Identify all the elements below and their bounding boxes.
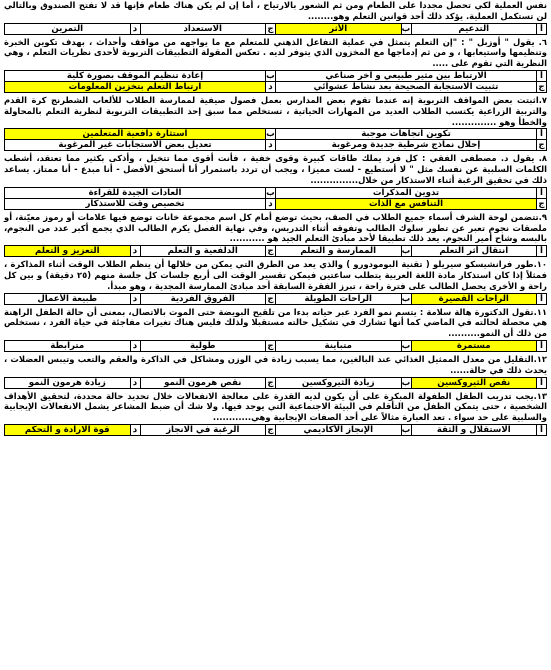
answer-options-row — [4, 377, 547, 389]
option-letter: أ — [537, 377, 547, 388]
answer-options-row — [4, 293, 547, 305]
option-correct[interactable]: نقص الثيروكسين — [411, 377, 537, 388]
option-letter: ج — [538, 140, 545, 151]
option-letter: د — [130, 246, 140, 257]
option-text[interactable]: تثبيت الاستجابة الصحيحة بعد نشاط عشوائي — [276, 81, 537, 92]
option-letter: د — [266, 198, 276, 209]
option-letter: د — [130, 293, 140, 304]
option-text[interactable]: الاستقلال و الثقة — [411, 424, 537, 435]
option-letter: ب — [401, 246, 411, 257]
question-text: ٦. يقول " أوزبل " : "إن التعلم يتمثل في عملية التفاعل الذهني للمتعلم مع ما يواجهه من مواقف وأحداث ، بهدف تكوين الخبرة وتنظيمها واستيعابها ، و من ثم إدماجها مع المخزون الذي يتوفر لديه . تعكس المقولة التطبيقات التربوية لأحدى نظريات التعلم ، وهي النظرية التي تقوم على ..... — [4, 36, 547, 69]
option-correct[interactable]: قوة الارادة و التحكم — [5, 424, 131, 435]
option-text[interactable]: تكوين اتجاهات موجبة — [276, 129, 537, 140]
option-correct[interactable]: التعزيز و التعلم — [5, 246, 131, 257]
option-text[interactable]: التدعيم — [411, 23, 537, 34]
intro-paragraph: نفس العملية لكي تحصل مجددا على الطعام ومن ثم الشعور بالارتياح ، أما إن لم يكن هناك طعام فإنها قد لا تفتح الصندوق وبالتالي لن تستكمل العملية. يؤكد ذلك أحد قوانين التعلم وهو........ — [4, 0, 547, 21]
option-text[interactable]: الراحات الطويلة — [276, 293, 402, 304]
option-letter: ج — [267, 424, 274, 435]
question-text: ٧.اثبتت بعض المواقف التربوية إنه عندما تقوم بعض المدارس بعمل فصول صيفية لممارسة الطلاب للألعاب الشطرنج كرة القدم والتربية الزراعية يكتسب الطلاب العديد من المهارات الحياتية ، تستخلص مما سبق إحد التطبيقات التربوية لنظرية التعلم بالمحاولة والخطأ وهو .............. — [4, 94, 547, 127]
option-text[interactable]: العادات الجيدة للقراءة — [5, 187, 266, 198]
option-text[interactable]: التمرين — [5, 23, 131, 34]
option-letter: ج — [267, 246, 274, 257]
option-letter: د — [130, 424, 140, 435]
option-text[interactable]: الدلفعية و التعلم — [140, 246, 266, 257]
option-letter: أ — [537, 23, 547, 34]
option-text[interactable]: الممارسة و التعلم — [276, 246, 402, 257]
question-text: ١٢.التقليل من معدل الممثيل الغذائي عند البالغين، مما يسبب زيادة في الوزن ومشاكل في الذاكرة والعقم والتعب وتيبس العضلات ، يحدث ذلك في حالة...... — [4, 353, 547, 375]
option-letter: ج — [538, 81, 545, 92]
question-text: ١١.تقول الدكتورة هالة سلامة : يتسم نمو الفرد عبر حياته بدءا من تلقيح البويضة حتى الموت بالاتصال، بمعنى أن حالة الطفل الراهنة هي محصلة لحالته في الماضي كما أنها تشارك في تشكيل حالته مستقبلا ولذلك فليس هناك تغيرات مفاجئة في حياة الفرد ، نستخلص من ذلك أن النمو.......... — [4, 306, 547, 339]
option-text[interactable]: تدوين المذكرات — [276, 187, 537, 198]
option-letter: ج — [538, 198, 545, 209]
option-text[interactable]: الفروق الفردية — [140, 293, 266, 304]
option-correct[interactable]: مستمرة — [411, 340, 537, 351]
answer-options-grid — [4, 128, 547, 151]
option-letter: ب — [401, 23, 411, 34]
option-text[interactable]: الاستعداد — [140, 23, 266, 34]
option-text[interactable]: طولية — [140, 340, 266, 351]
option-text[interactable]: طبيعة الأعمال — [5, 293, 131, 304]
option-letter: ب — [401, 340, 411, 351]
option-letter: أ — [537, 70, 547, 81]
option-text[interactable]: زيادة هرمون النمو — [5, 377, 131, 388]
option-text[interactable]: تعديل بعض الاستجابات غير المرغوبة — [5, 140, 266, 151]
answer-options-row — [4, 245, 547, 257]
option-text[interactable]: متباينة — [276, 340, 402, 351]
option-text[interactable]: انتقال أثر التعلم — [411, 246, 537, 257]
answer-options-grid — [4, 70, 547, 93]
option-text[interactable]: إعادة تنظيم الموقف بصورة كلية — [5, 70, 266, 81]
option-letter: أ — [537, 187, 547, 198]
option-letter: د — [130, 340, 140, 351]
option-letter: ب — [266, 187, 275, 198]
option-letter: ب — [266, 70, 275, 81]
answer-options-row — [4, 340, 547, 352]
option-correct[interactable]: استثارة دافعية المتعلمين — [5, 129, 266, 140]
option-text[interactable]: الرغبة في الانجاز — [140, 424, 266, 435]
option-letter: د — [130, 377, 140, 388]
option-letter: أ — [537, 424, 547, 435]
question-text: ١٣.يجب تدريب الطفل الطفولة المبكرة على أن يكون لديه القدرة على معالجة الانفعالات خلال تحديد حالة محددة، لتحقيق الأهداف الشخصية ، حتى يتمكن الطفل من التأقلم في البيئة الاجتماعية التي يوجد فيها. ولا شك أن ضبط المشاعر يشمل الانفعالات الإيجابية والسلبية على حد سواء . تعد العبارة مثالاً على أحد الصفات الإيجابية وهي............ — [4, 390, 547, 423]
answer-options-grid — [4, 187, 547, 210]
option-text[interactable]: الارتباط بين مثير طبيعي و آخر صناعي — [276, 70, 537, 81]
answer-options-row — [4, 23, 547, 35]
option-text[interactable]: مترابطة — [5, 340, 131, 351]
option-letter: ب — [266, 129, 275, 140]
option-text[interactable]: الإنجاز الأكاديمي — [276, 424, 402, 435]
option-letter: د — [130, 23, 140, 34]
option-text[interactable]: تخصيص وقت للاستذكار — [5, 198, 266, 209]
option-letter: ب — [401, 293, 411, 304]
option-correct[interactable]: الراحات القصيرة — [411, 293, 537, 304]
option-letter: أ — [537, 293, 547, 304]
option-text[interactable]: إحلال نماذج شرطية جديدة ومرغوبة — [276, 140, 537, 151]
option-letter: ج — [267, 23, 274, 34]
option-letter: ب — [401, 377, 411, 388]
option-letter: أ — [537, 129, 547, 140]
option-correct[interactable]: ارتباط التعلم بتخزين المعلومات — [5, 81, 266, 92]
option-text[interactable]: نقص هرمون النمو — [140, 377, 266, 388]
option-letter: ج — [267, 377, 274, 388]
option-letter: د — [266, 140, 276, 151]
option-letter: د — [266, 81, 276, 92]
option-letter: ج — [267, 340, 274, 351]
question-text: ١٠.طور فرانشيسكو سيريلو ( تقنية البومودورو ) والذي يعد من الطرق التي يمكن من خلالها أن ينظم الطلاب الوقت أثناء المذاكرة ، فمثلاً إذا كان استذكار مادة اللغة العربية يتطلب ساعتين فيمكن تقسير الوقت الى أربع جلسات كل جلسة منهم (٢٥ دقيقة) و بين كل راحة و الأخرى يحصل الطالب على فترة راحة ، تبرز الفقرة السابقة أحد مبادئ الممارسة المجدية ، وهو مبدأ. — [4, 259, 548, 291]
option-correct[interactable]: التنافس مع الذات — [276, 198, 537, 209]
option-correct[interactable]: الأثر — [276, 23, 402, 34]
option-letter: ب — [401, 424, 411, 435]
option-text[interactable]: زيادة الثيروكسين — [276, 377, 402, 388]
answer-options-row — [4, 424, 547, 436]
option-letter: أ — [537, 340, 547, 351]
question-text: ٨. يقول د. مصطفى الفقي : كل فرد يملك طاقات كبيرة وقوى خفية ، فأنت أقوى مما تتخيل ، وأذكى بكثير مما تعتقد، أشطب الكلمات السلبية عن نفسك مثل " لا أستطيع - لست مميزا ، ويجب أن تردد باستمرار أنا أستحق الأفضل - أنا مبدع - أنا ممتاز. يساعد ذلك في تحقيق الرغبة أثناء الاستذكار من خلال............... — [4, 153, 547, 185]
option-letter: ج — [267, 293, 274, 304]
option-letter: أ — [537, 246, 547, 257]
question-text: ٩.تتضمن لوحة الشرف أسماء جميع الطلاب في الصف، بحيث توضع أمام كل اسم مجموعة خانات توضع فيها علامات أو رموز معيّنة، أو ملصقات نجوم تعبر عن تطور سلوك الطالب وتفوقه أثناء التدريس، وفي نهاية الفصل يكرم الطالب الذي يجمع أكبر عدد من النجوم، بالبسه وشاح أمير النجوم. يعد ذلك تطبيقا لأحد مبادئ التعلم الجيد هو ........... — [4, 211, 547, 244]
